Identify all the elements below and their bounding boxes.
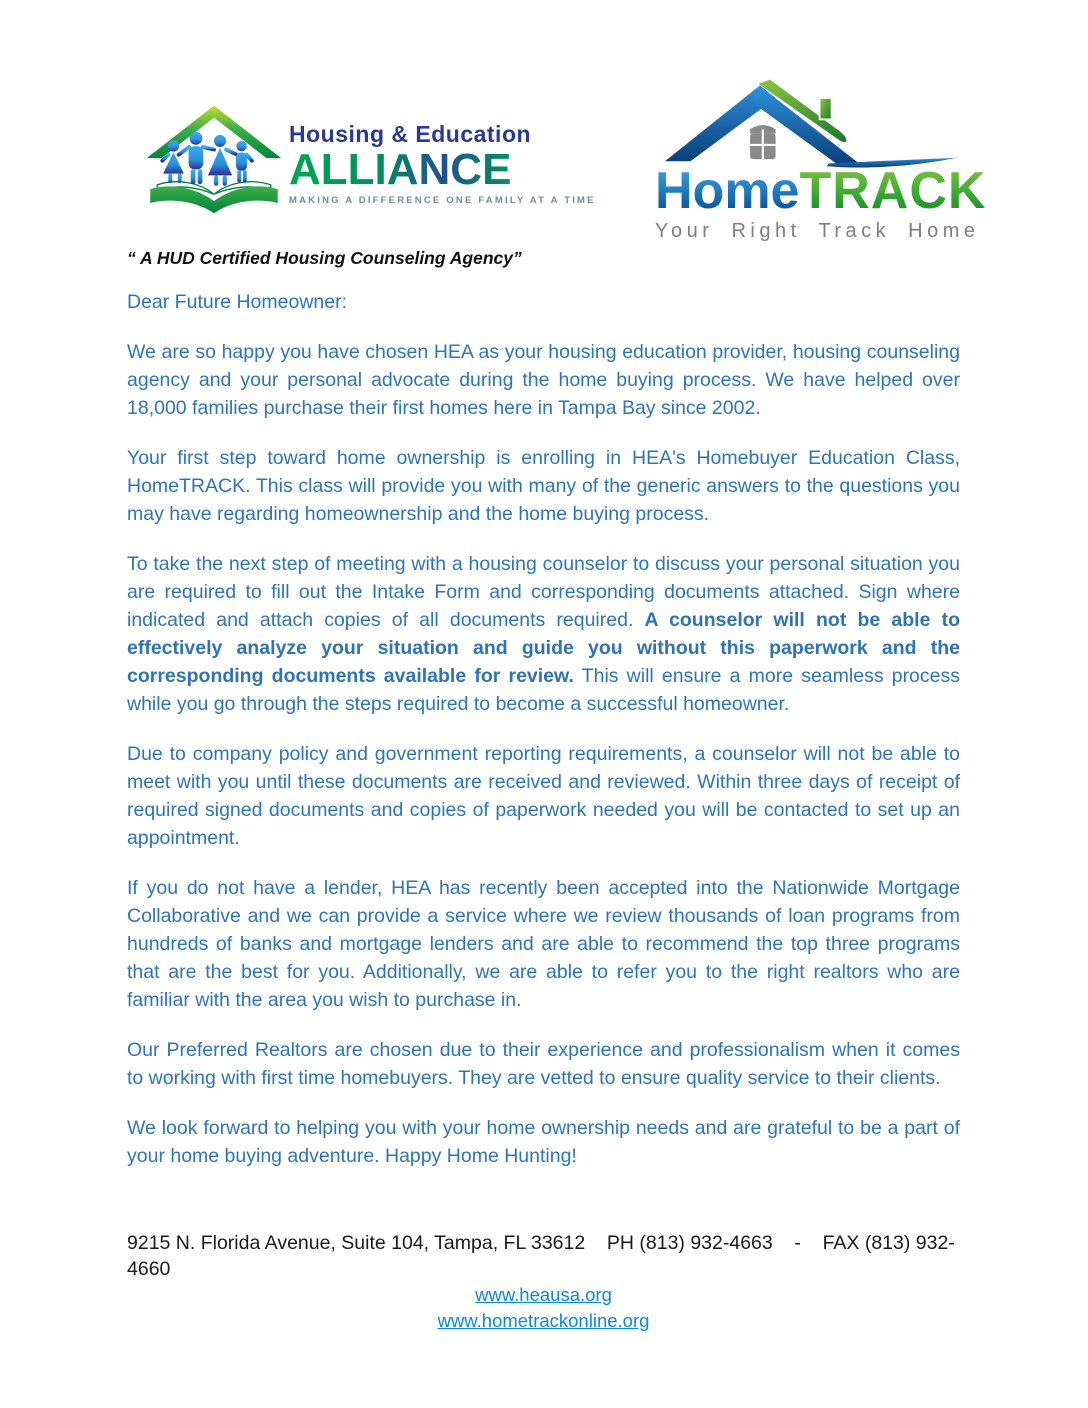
footer-links (127, 1282, 960, 1334)
hea-logo-tagline: MAKING A DIFFERENCE ONE FAMILY AT A TIME (289, 195, 596, 206)
hud-certification-line: “ A HUD Certified Housing Counseling Agency” (127, 248, 522, 268)
heausa-link[interactable]: www.heausa.org (475, 1284, 612, 1305)
hea-logo-name-alliance: ALLIANCE (289, 148, 596, 192)
hometrack-logo (655, 78, 987, 243)
bold-paperwork-notice: A counselor will not be able to effectively analyze your situation and guide you without this paperwork and the corresponding documents available for review. (127, 609, 960, 687)
letter-paragraph-1: We are so happy you have chosen HEA as your housing education provider, housing counseling agency and your personal advocate during the home buying process. We have helped over 18,000 families purchase their first homes here in Tampa Bay since 2002. (127, 341, 960, 419)
salutation: Dear Future Homeowner: (127, 291, 348, 313)
window-icon (750, 125, 776, 159)
hometrack-word-home: Home (655, 162, 800, 220)
letter-paragraph-7: We look forward to helping you with your home ownership needs and are grateful to be a part of your home buying adventure. Happy Home Hunting! (127, 1117, 960, 1167)
hea-logo-name-top: Housing & Education (289, 121, 532, 147)
hometrack-roof-icon (655, 78, 960, 170)
hea-logo-text (289, 121, 596, 206)
letter-paragraph-3: To take the next step of meeting with a housing counselor to discuss your personal situation you are required to fill out the Intake Form and corresponding documents attached. Sign where indicated and attach copies of all documents required. A counselor will not be able to effectively analyze your situation and guide you without this paperwork and the corresponding documents available for review. This will ensure a more seamless process while you go through the steps required to become a successful homeowner. (127, 553, 960, 715)
letter-paragraph-4: Due to company policy and government reporting requirements, a counselor will not be able to meet with you until these documents are received and reviewed. Within three days of receipt of required signed documents and copies of paperwork needed you will be contacted to set up an appointment. (127, 743, 960, 849)
letter-body (127, 338, 960, 1170)
hea-house-family-book-icon (145, 103, 283, 215)
hometrack-word-track: TRACK (799, 162, 987, 220)
header-logos (127, 78, 987, 242)
hometrack-wordmark (655, 162, 987, 220)
hea-alliance-logo (145, 103, 596, 215)
letter-paragraph-5: If you do not have a lender, HEA has recently been accepted into the Nationwide Mortgage Collaborative and we can provide a service where we review thousands of loan programs from hundreds of banks and mortgage lenders and are able to recommend the top three programs that are the best for you. Additionally, we are able to refer you to the right realtors who are familiar with the area you wish to purchase in. (127, 877, 960, 1011)
hometrackonline-link[interactable]: www.hometrackonline.org (437, 1310, 650, 1331)
page-footer (127, 1230, 960, 1334)
letter-paragraph-6: Our Preferred Realtors are chosen due to their experience and professionalism when it comes to working with first time homebuyers. They are vetted to ensure quality service to their clients. (127, 1039, 960, 1089)
footer-address: 9215 N. Florida Avenue, Suite 104, Tampa, FL 33612 PH (813) 932-4663 - FAX (813) 932-4660 (127, 1232, 955, 1280)
hometrack-tagline: Your Right Track Home (655, 220, 980, 242)
letter-paragraph-2: Your first step toward home ownership is enrolling in HEA's Homebuyer Education Class, HomeTRACK. This class will provide you with many of the generic answers to the questions you may have regarding homeownership and the home buying process. (127, 447, 960, 525)
